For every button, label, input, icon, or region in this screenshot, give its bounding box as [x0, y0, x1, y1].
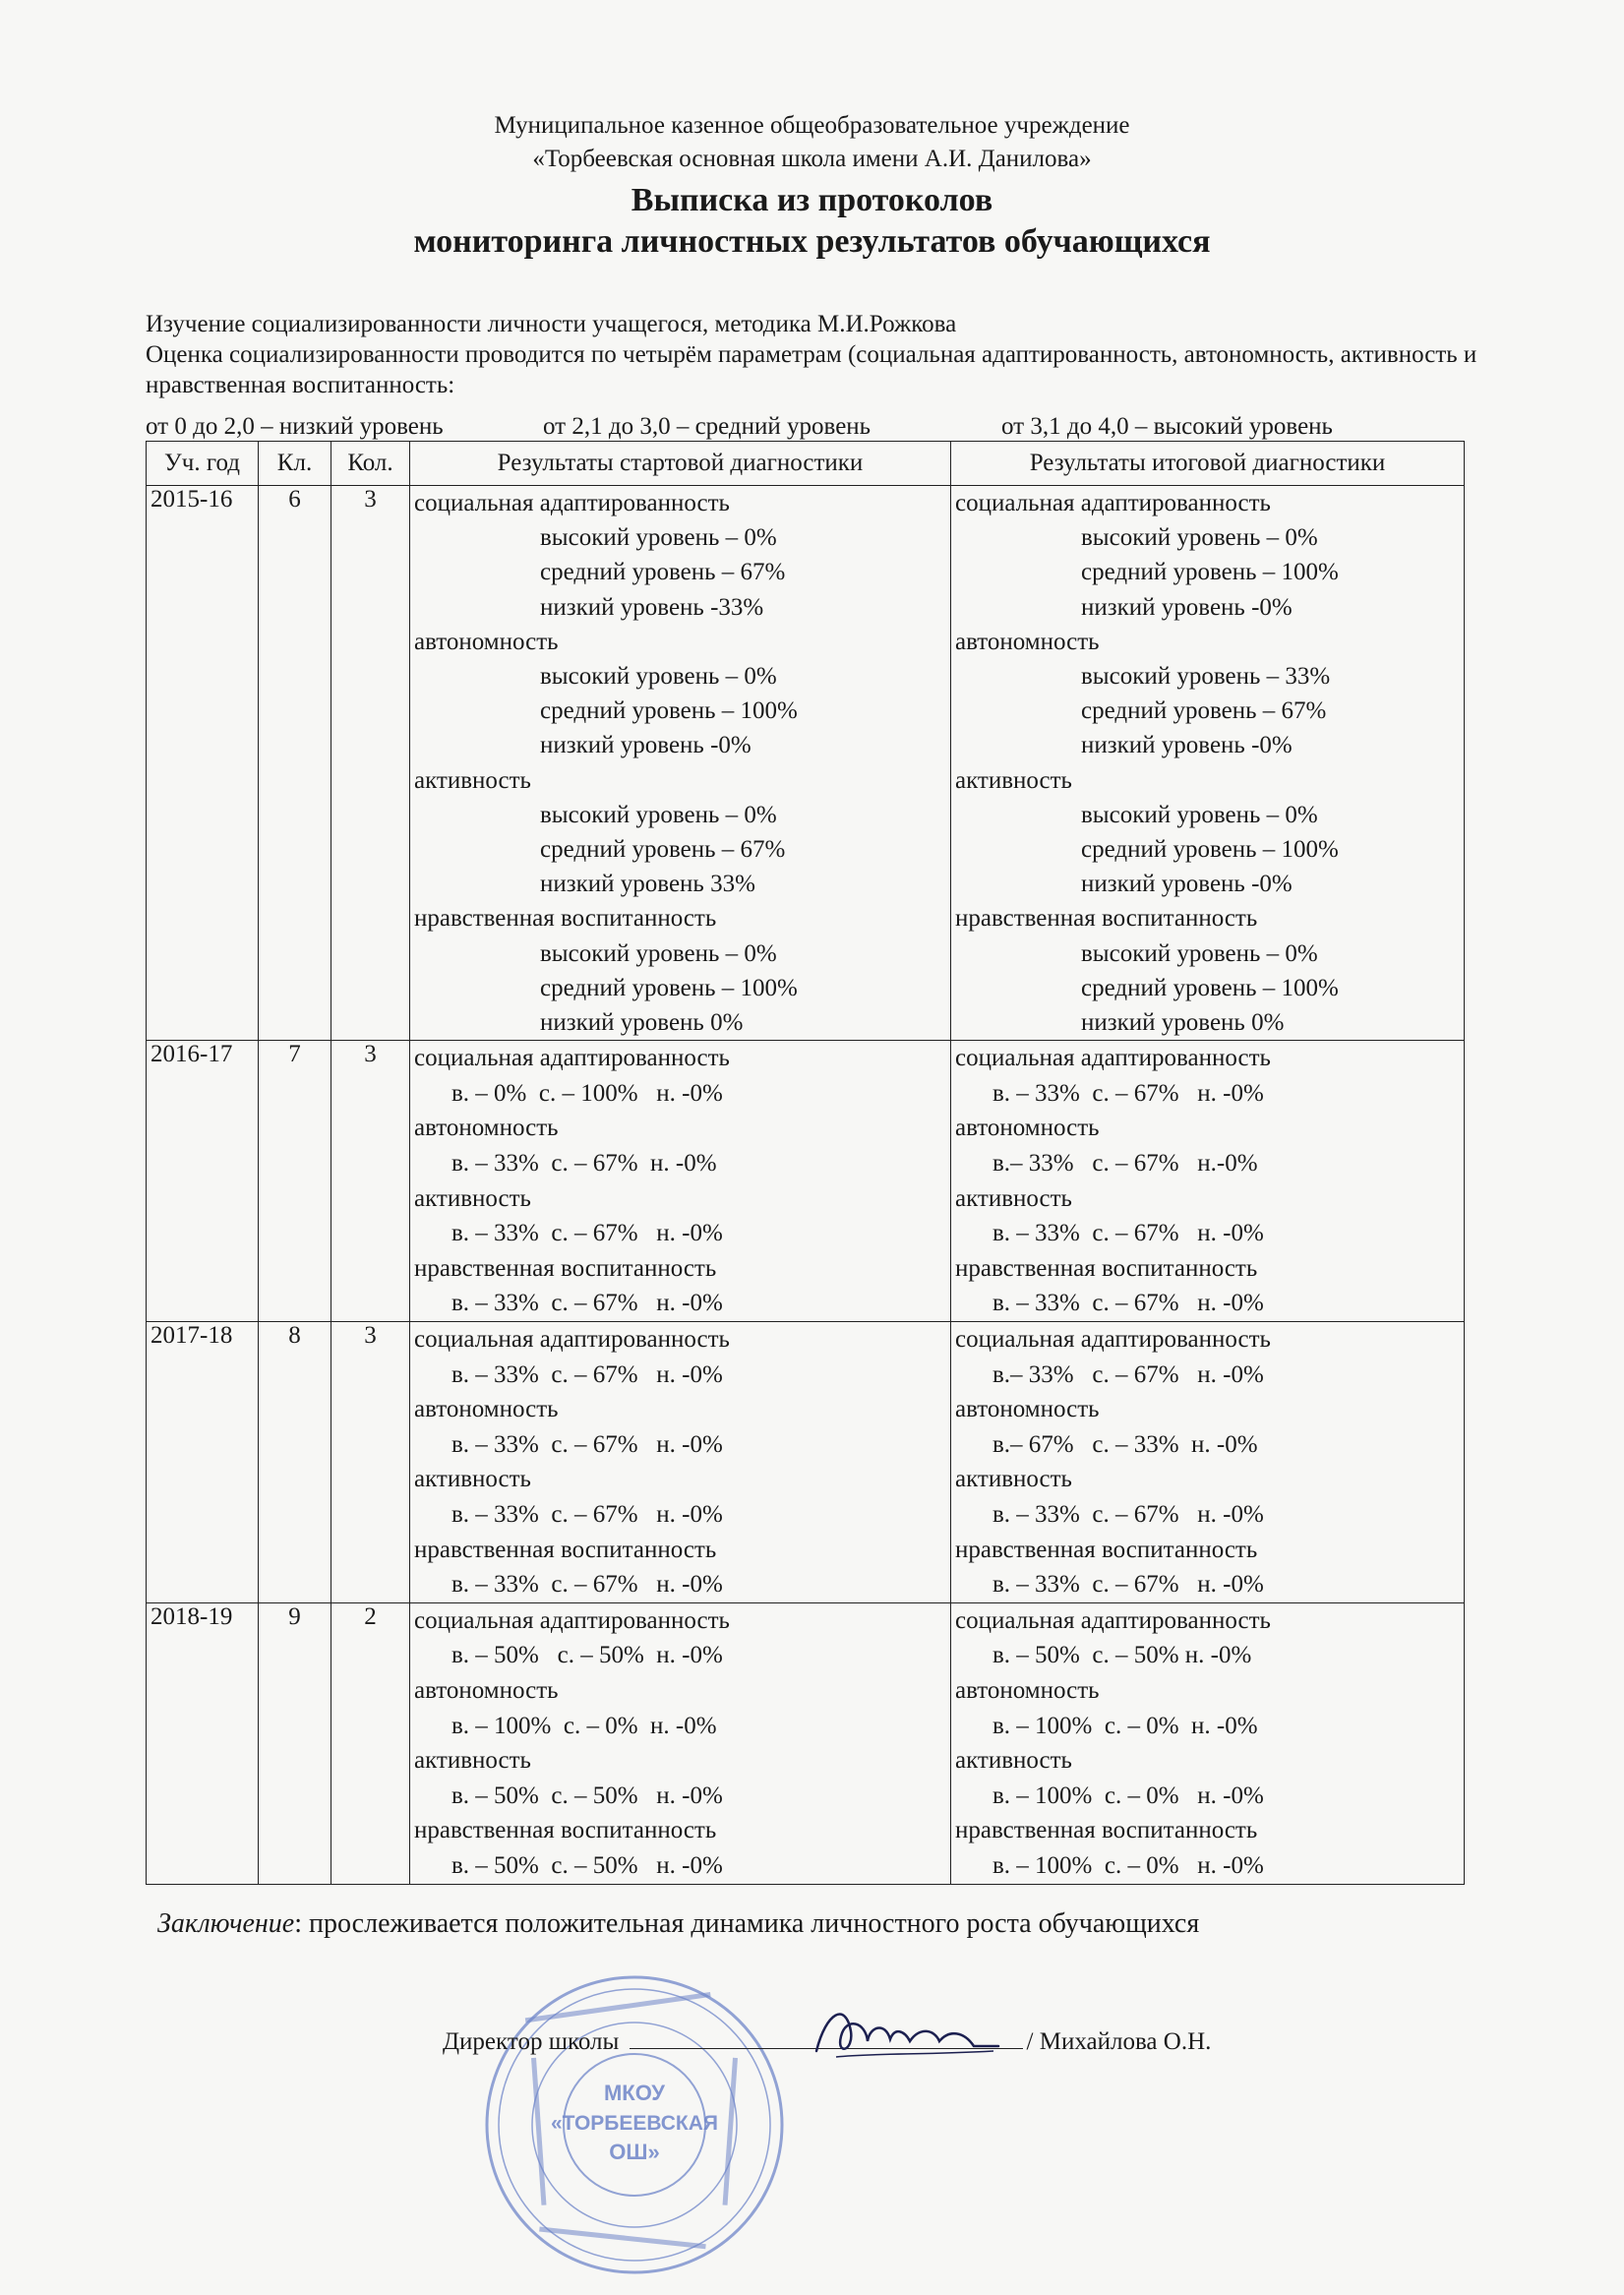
param-label: активность	[414, 1466, 531, 1493]
level-value: средний уровень – 100%	[1081, 559, 1339, 586]
level-value: высокий уровень – 0%	[540, 939, 777, 967]
level-value: средний уровень – 67%	[540, 836, 786, 864]
cell-start-results	[410, 1322, 951, 1603]
level-value: низкий уровень 33%	[540, 871, 755, 898]
cell-start-results	[410, 486, 951, 1041]
org-name-line1: Муниципальное казенное общеобразовательное учреждение	[494, 112, 1130, 139]
school-seal	[482, 1972, 787, 2277]
cell-final-results	[951, 1602, 1465, 1884]
signatory-role: Директор школы	[443, 2028, 620, 2055]
table-header-row	[147, 442, 1465, 486]
summary-value: в. – 50% с. – 50% н. -0%	[451, 1782, 723, 1809]
param-label: социальная адаптированность	[414, 1606, 730, 1634]
summary-value: в. – 33% с. – 67% н. -0%	[992, 1079, 1264, 1107]
cell-final-results	[951, 1322, 1465, 1603]
summary-value: в. – 33% с. – 67% н. -0%	[451, 1500, 723, 1528]
summary-value: в. – 33% с. – 67% н. -0%	[992, 1571, 1264, 1599]
conclusion-label: Заключение	[157, 1908, 295, 1939]
level-value: средний уровень – 67%	[540, 559, 786, 586]
param-label: автономность	[955, 1676, 1100, 1704]
param-label: активность	[955, 1466, 1072, 1493]
param-label: автономность	[414, 628, 559, 655]
cell-grade: 9	[259, 1602, 331, 1884]
summary-value: в. – 33% с. – 67% н. -0%	[451, 1150, 717, 1178]
summary-value: в.– 33% с. – 67% н.-0%	[992, 1150, 1258, 1178]
level-value: низкий уровень -0%	[1081, 732, 1293, 759]
cell-count: 3	[331, 486, 410, 1041]
summary-value: в. – 33% с. – 67% н. -0%	[451, 1290, 723, 1317]
cell-final-results	[951, 1041, 1465, 1322]
table-row	[147, 1602, 1465, 1884]
level-value: низкий уровень -0%	[1081, 593, 1293, 621]
cell-count: 3	[331, 1041, 410, 1322]
summary-value: в. – 100% с. – 0% н. -0%	[992, 1712, 1258, 1739]
level-value: низкий уровень 0%	[1081, 1009, 1285, 1037]
summary-value: в.– 67% с. – 33% н. -0%	[992, 1430, 1258, 1458]
cell-final-results	[951, 486, 1465, 1041]
summary-value: в.– 33% с. – 67% н. -0%	[992, 1360, 1264, 1388]
param-label: нравственная воспитанность	[955, 1254, 1258, 1282]
cell-year: 2018-19	[147, 1602, 259, 1884]
param-label: автономность	[414, 1115, 559, 1142]
param-label: социальная адаптированность	[414, 1045, 730, 1072]
param-label: нравственная воспитанность	[955, 905, 1258, 933]
summary-value: в. – 33% с. – 67% н. -0%	[992, 1220, 1264, 1247]
table-row	[147, 1041, 1465, 1322]
level-value: низкий уровень -33%	[540, 593, 764, 621]
param-label: активность	[955, 1184, 1072, 1212]
summary-value: в. – 33% с. – 67% н. -0%	[992, 1290, 1264, 1317]
cell-grade: 6	[259, 486, 331, 1041]
header-count: Кол.	[331, 442, 410, 486]
param-label: активность	[955, 1747, 1072, 1775]
param-label: активность	[414, 1747, 531, 1775]
param-label: нравственная воспитанность	[414, 1536, 717, 1563]
param-label: нравственная воспитанность	[414, 1254, 717, 1282]
level-value: высокий уровень – 0%	[1081, 801, 1318, 828]
param-label: автономность	[955, 628, 1100, 655]
summary-value: в. – 33% с. – 67% н. -0%	[451, 1571, 723, 1599]
summary-value: в. – 33% с. – 67% н. -0%	[451, 1360, 723, 1388]
param-label: нравственная воспитанность	[414, 1817, 717, 1844]
param-label: автономность	[414, 1676, 559, 1704]
level-value: высокий уровень – 0%	[540, 663, 777, 691]
param-label: активность	[414, 1184, 531, 1212]
cell-count: 2	[331, 1602, 410, 1884]
param-label: социальная адаптированность	[414, 490, 730, 516]
param-label: автономность	[955, 1396, 1100, 1423]
header-final-results: Результаты итоговой диагностики	[951, 442, 1465, 486]
header-year: Уч. год	[147, 442, 259, 486]
param-label: нравственная воспитанность	[414, 905, 717, 933]
summary-value: в. – 50% с. – 50% н. -0%	[992, 1642, 1252, 1669]
param-label: социальная адаптированность	[414, 1326, 730, 1353]
param-label: автономность	[414, 1396, 559, 1423]
method-line: Изучение социализированности личности учащегося, методика М.И.Рожкова	[146, 311, 957, 337]
seal-center-line1: МКОУ	[603, 2081, 666, 2105]
level-value: средний уровень – 67%	[1081, 697, 1327, 725]
summary-value: в. – 50% с. – 50% н. -0%	[451, 1851, 723, 1879]
summary-value: в. – 0% с. – 100% н. -0%	[451, 1079, 723, 1107]
level-value: средний уровень – 100%	[1081, 836, 1339, 864]
param-label: социальная адаптированность	[955, 1606, 1271, 1634]
level-value: средний уровень – 100%	[540, 974, 798, 1001]
level-value: средний уровень – 100%	[540, 697, 798, 725]
cell-grade: 7	[259, 1041, 331, 1322]
summary-value: в. – 33% с. – 67% н. -0%	[451, 1430, 723, 1458]
param-label: социальная адаптированность	[955, 1045, 1271, 1072]
level-value: средний уровень – 100%	[1081, 974, 1339, 1001]
cell-grade: 8	[259, 1322, 331, 1603]
parameters-description: Оценка социализированности проводится по четырём параметрам (социальная адаптированность, автономность, активность и нравственная воспитанность:	[146, 341, 1477, 398]
level-scale	[146, 411, 1523, 442]
scale-high: от 3,1 до 4,0 – высокий уровень	[1001, 413, 1333, 440]
cell-year: 2015-16	[147, 486, 259, 1041]
org-name-line2: «Торбеевская основная школа имени А.И. Данилова»	[532, 146, 1092, 172]
level-value: высокий уровень – 0%	[540, 524, 777, 552]
scale-mid: от 2,1 до 3,0 – средний уровень	[543, 413, 872, 440]
param-label: социальная адаптированность	[955, 1326, 1271, 1353]
conclusion	[157, 1908, 1199, 1940]
table-row	[147, 1322, 1465, 1603]
level-value: высокий уровень – 0%	[1081, 524, 1318, 552]
summary-value: в. – 100% с. – 0% н. -0%	[992, 1851, 1264, 1879]
summary-value: в. – 33% с. – 67% н. -0%	[992, 1500, 1264, 1528]
level-value: высокий уровень – 33%	[1081, 663, 1331, 691]
param-label: активность	[955, 766, 1072, 794]
header-start-results: Результаты стартовой диагностики	[410, 442, 951, 486]
cell-count: 3	[331, 1322, 410, 1603]
level-value: низкий уровень -0%	[1081, 871, 1293, 898]
cell-start-results	[410, 1041, 951, 1322]
header-grade: Кл.	[259, 442, 331, 486]
param-label: автономность	[955, 1115, 1100, 1142]
level-value: высокий уровень – 0%	[1081, 939, 1318, 967]
cell-year: 2016-17	[147, 1041, 259, 1322]
param-label: активность	[414, 766, 531, 794]
level-value: низкий уровень -0%	[540, 732, 752, 759]
param-label: нравственная воспитанность	[955, 1817, 1258, 1844]
summary-value: в. – 100% с. – 0% н. -0%	[992, 1782, 1264, 1809]
conclusion-text: : прослеживается положительная динамика личностного роста обучающихся	[294, 1908, 1200, 1939]
level-value: низкий уровень 0%	[540, 1009, 744, 1037]
doc-title-line2: мониторинга личностных результатов обучающихся	[413, 223, 1211, 260]
results-table	[146, 441, 1465, 1885]
level-value: высокий уровень – 0%	[540, 801, 777, 828]
table-row	[147, 486, 1465, 1041]
scale-low: от 0 до 2,0 – низкий уровень	[146, 413, 444, 440]
param-label: нравственная воспитанность	[955, 1536, 1258, 1563]
summary-value: в. – 33% с. – 67% н. -0%	[451, 1220, 723, 1247]
summary-value: в. – 100% с. – 0% н. -0%	[451, 1712, 717, 1739]
param-label: социальная адаптированность	[955, 490, 1271, 516]
seal-center-line3: ОШ»	[609, 2140, 660, 2164]
cell-year: 2017-18	[147, 1322, 259, 1603]
seal-center-line2: «ТОРБЕЕВСКАЯ	[550, 2112, 719, 2135]
doc-title-line1: Выписка из протоколов	[631, 182, 993, 218]
cell-start-results	[410, 1602, 951, 1884]
handwritten-signature	[807, 1992, 1003, 2071]
signatory-name: / Михайлова О.Н.	[1026, 2028, 1212, 2055]
summary-value: в. – 50% с. – 50% н. -0%	[451, 1642, 723, 1669]
